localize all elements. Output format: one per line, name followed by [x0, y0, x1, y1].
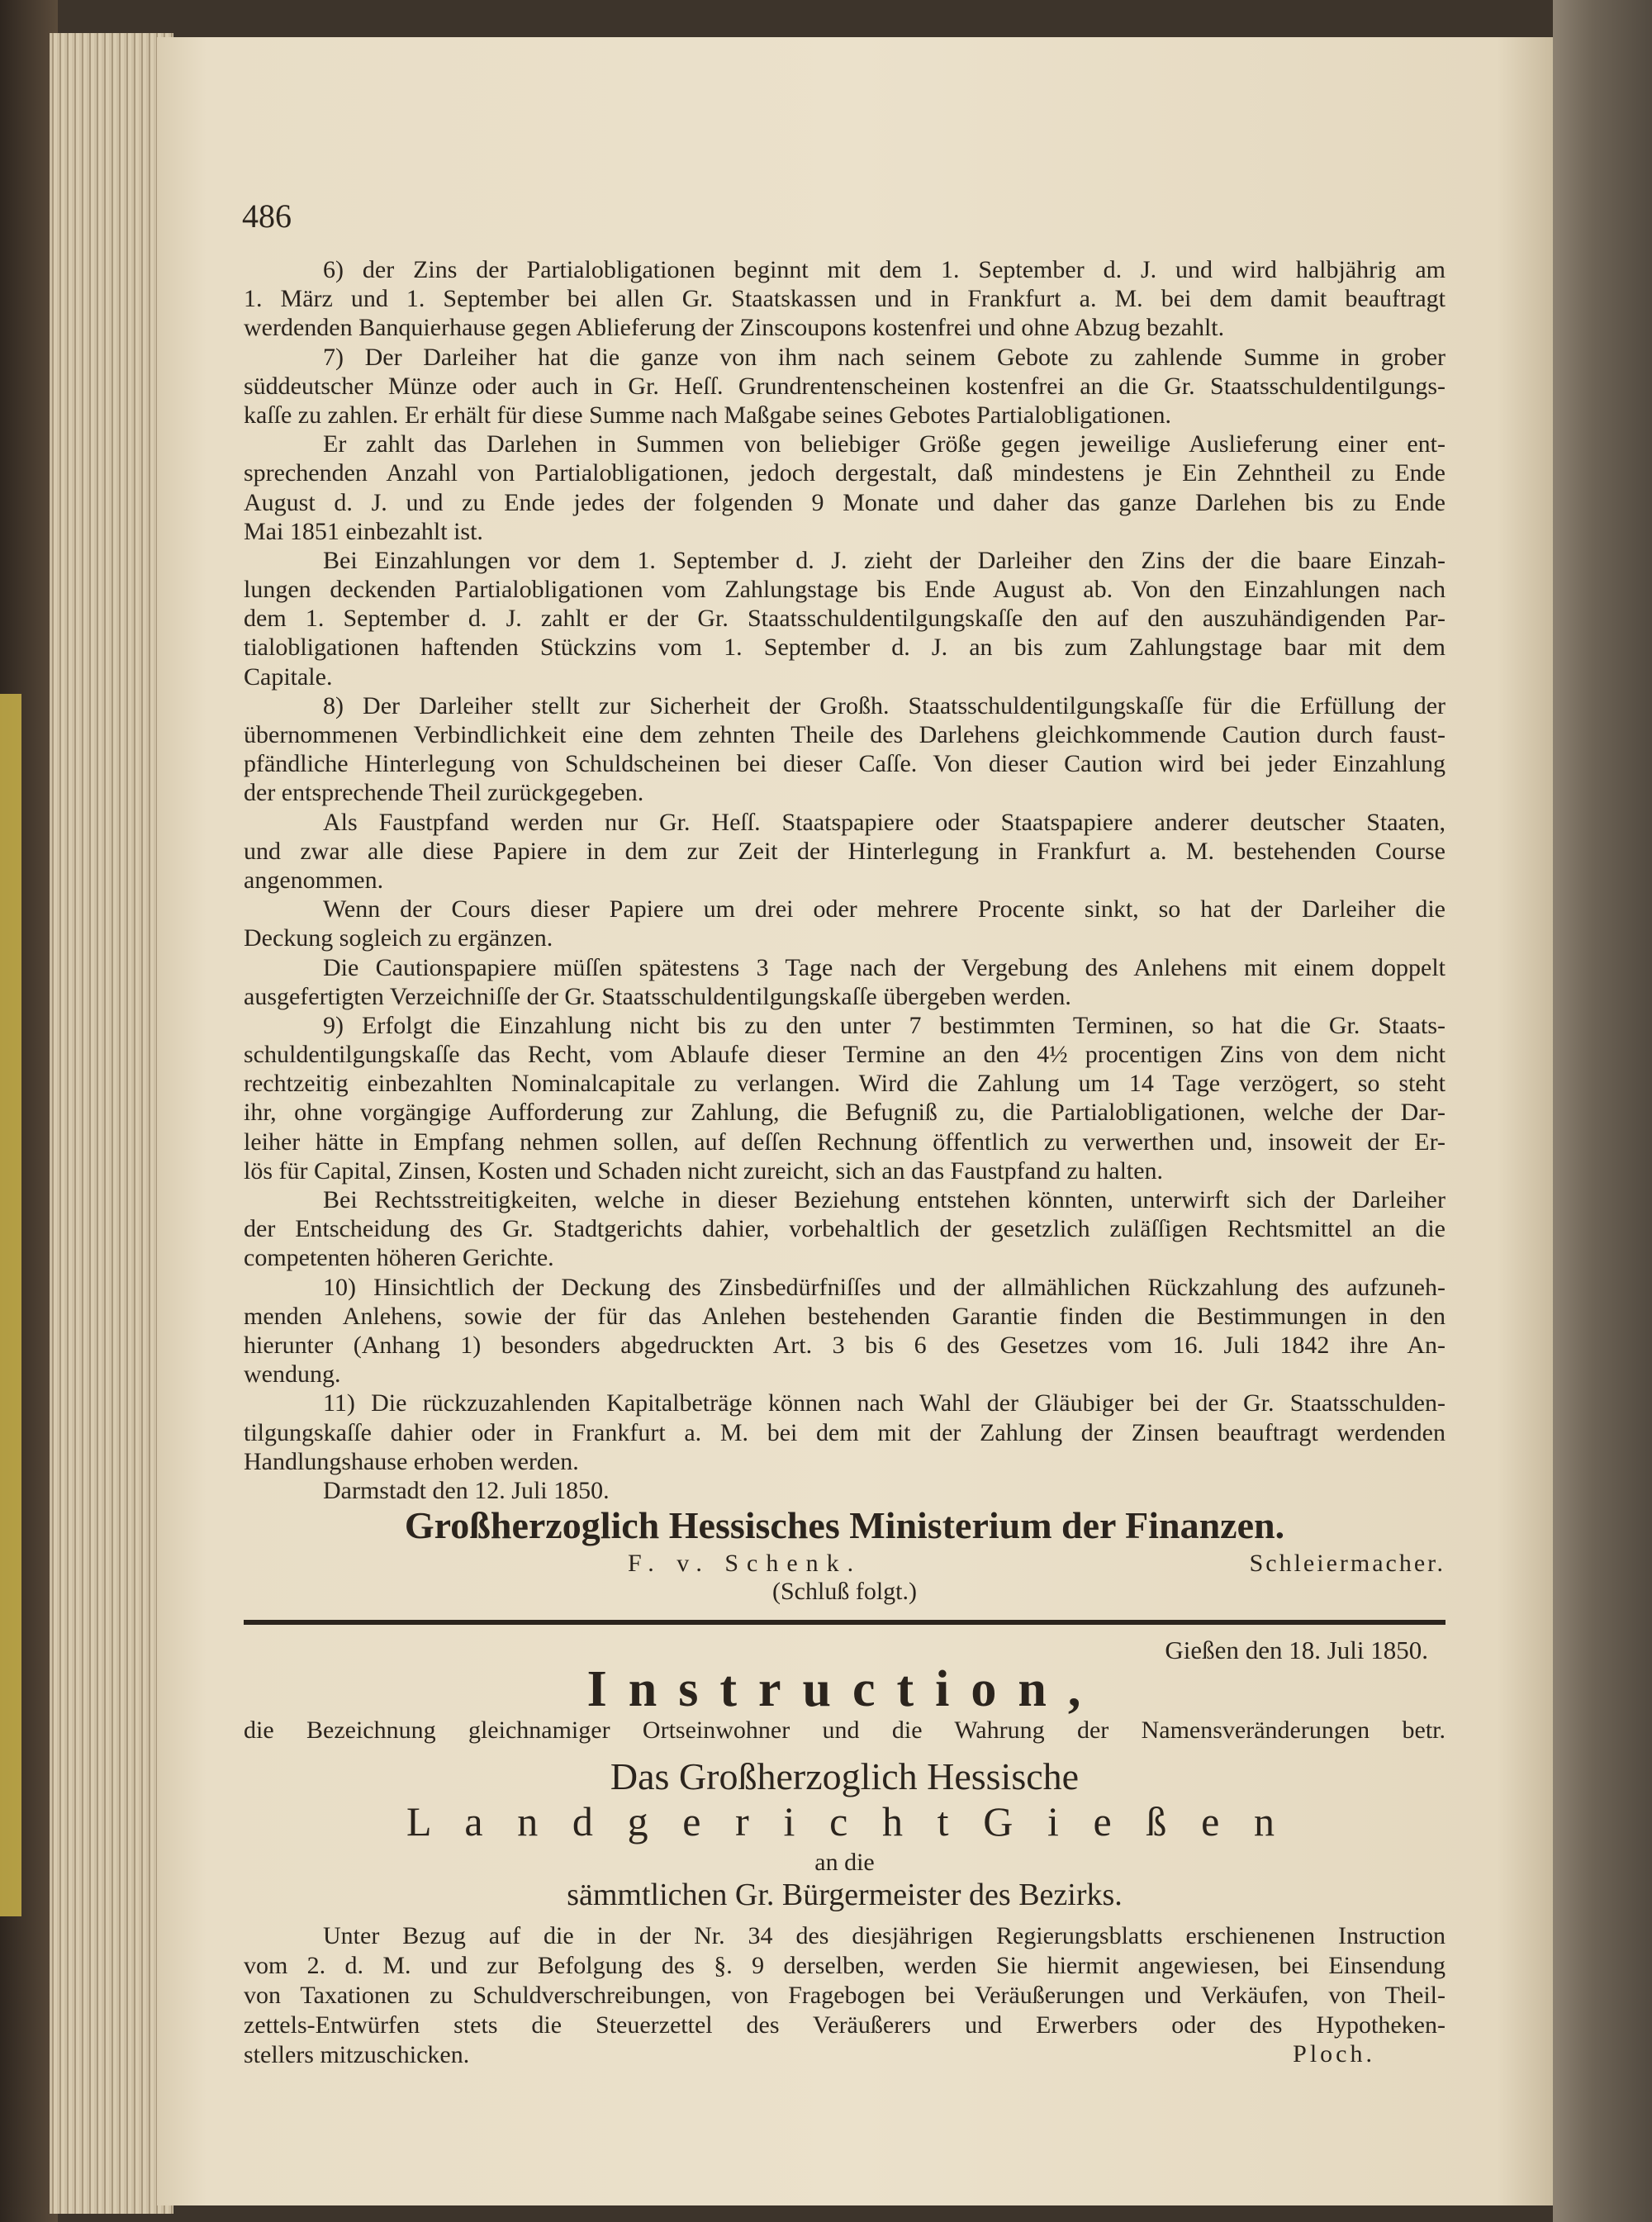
signature-ploch: Ploch.: [1293, 2040, 1375, 2068]
page-number: 486: [242, 197, 292, 235]
text-line: Unter Bezug auf die in der Nr. 34 des diesjährigen Regierungsblatts erschienenen Instruction: [323, 1922, 1446, 1949]
to-be-continued-note: (Schluß folgt.): [772, 1578, 917, 1605]
page-stack-edges: [50, 33, 173, 2214]
text-line: süddeutscher Münze oder auch in Gr. Heſſ. Grundrentenscheinen kostenfrei an die Gr. Staatsschuldentilgungs-: [244, 372, 1446, 400]
yellow-bookmark-strip: [0, 694, 21, 1916]
text-line: Bei Einzahlungen vor dem 1. September d. J. zieht der Darleiher den Zins der die baare Einzah-: [323, 546, 1446, 574]
text-line: schuldentilgungskaſſe das Recht, vom Ablaufe dieser Termine an den 4½ procentigen Zins von dem nicht: [244, 1041, 1446, 1069]
text-line: der entsprechende Theil zurückgegeben.: [244, 779, 644, 807]
text-line: 8) Der Darleiher stellt zur Sicherheit der Großh. Staatsschuldentilgungskaſſe für die Erfüllung der: [323, 691, 1446, 719]
text-line: competenten höheren Gerichte.: [244, 1244, 554, 1272]
text-line: werdenden Banquierhause gegen Ablieferung der Zinscoupons kostenfrei und ohne Abzug bezahlt.: [244, 314, 1225, 342]
text-line: lös für Capital, Zinsen, Kosten und Schaden nicht zureicht, sich an das Faustpfand zu halten.: [244, 1156, 1164, 1185]
text-line: lungen deckenden Partialobligationen vom Zahlungstage bis Ende August ab. Von den Einzahlungen nach: [244, 576, 1446, 604]
text-line: stellers mitzuschicken.: [244, 2041, 470, 2068]
text-line: menden Anlehens, sowie der für das Anlehen bestehenden Garantie finden die Bestimmungen in den: [244, 1302, 1446, 1330]
text-line: Er zahlt das Darlehen in Summen von beliebiger Größe gegen jeweilige Auslieferung einer ent-: [323, 430, 1446, 458]
text-line: 9) Erfolgt die Einzahlung nicht bis zu den unter 7 bestimmten Terminen, so hat die Gr. Staats-: [323, 1011, 1446, 1039]
ministry-heading: Großherzoglich Hessisches Ministerium der Finanzen.: [404, 1504, 1285, 1546]
text-line: der Entscheidung des Gr. Stadtgerichts dahier, vorbehaltlich der gesetzlich zuläſſigen Rechtsmittel an die: [244, 1215, 1446, 1243]
text-line: Darmstadt den 12. Juli 1850.: [323, 1476, 610, 1504]
text-line: August d. J. und zu Ende jedes der folgenden 9 Monate und daher das ganze Darlehen bis zu Ende: [244, 488, 1446, 516]
text-line: tilgungskaſſe dahier oder in Frankfurt a. M. bei dem mit der Zahlung der Zinsen beauftragt werdenden: [244, 1418, 1446, 1446]
text-line: tialobligationen haftenden Stückzins vom 1. September d. J. an bis zum Zahlungstage baar mit dem: [244, 634, 1446, 662]
text-line: 7) Der Darleiher hat die ganze von ihm nach seinem Gebote zu zahlende Summe in grober: [323, 343, 1446, 371]
text-line: Als Faustpfand werden nur Gr. Heſſ. Staatspapiere oder Staatspapiere anderer deutscher Staaten,: [323, 808, 1446, 836]
ordinance-text: [244, 255, 1446, 1505]
text-line: wendung.: [244, 1360, 341, 1389]
text-line: 1. März und 1. September bei allen Gr. Staatskassen und in Frankfurt a. M. bei dem damit beauftragt: [244, 285, 1446, 313]
text-line: Capitale.: [244, 662, 333, 691]
text-line: von Taxationen zu Schuldverschreibungen, von Fragebogen bei Veräußerungen und Verkäufen, von Theil-: [244, 1982, 1446, 2009]
signature-schleiermacher: Schleiermacher.: [1249, 1550, 1446, 1577]
text-line: sprechenden Anzahl von Partialobligationen, jedoch dergestalt, daß mindestens je Ein Zehntheil zu Ende: [244, 459, 1446, 487]
instruction-subtitle: die Bezeichnung gleichnamiger Ortseinwohner und die Wahrung der Namensveränderungen betr.: [244, 1716, 1446, 1744]
text-line: dem 1. September d. J. zahlt er der Gr. Staatsschuldentilgungskaſſe den auf den auszuhändigenden Par-: [244, 605, 1446, 633]
text-line: 6) der Zins der Partialobligationen beginnt mit dem 1. September d. J. und wird halbjährig am: [323, 256, 1446, 283]
text-line: vom 2. d. M. und zur Befolgung des §. 9 derselben, werden Sie hiermit angewiesen, bei Einsendung: [244, 1952, 1446, 1979]
text-line: angenommen.: [244, 866, 384, 894]
instruction-dateline: Gießen den 18. Juli 1850.: [1165, 1636, 1428, 1664]
text-line: Wenn der Cours dieser Papiere um drei oder mehrere Procente sinkt, so hat der Darleiher die: [323, 895, 1446, 923]
issuer-line-2: [406, 1797, 1275, 1845]
text-line: 10) Hinsichtlich der Deckung des Zinsbedürfniſſes und der allmählichen Rückzahlung des aufzuneh-: [323, 1273, 1446, 1301]
text-line: rechtzeitig einbezahlten Nominalcapitale zu verlangen. Wird die Zahlung um 14 Tage verzögert, so steht: [244, 1070, 1446, 1098]
text-line: Die Cautionspapiere müſſen spätestens 3 Tage nach der Vergebung des Anlehens mit einem doppelt: [323, 953, 1446, 981]
issuer-line-2-text: L a n d g e r i c h t G i e ß e n: [406, 1798, 1275, 1845]
addressee: sämmtlichen Gr. Bürgermeister des Bezirks.: [567, 1878, 1123, 1912]
text-line: ausgefertigten Verzeichniſſe der Gr. Staatsschuldentilgungskaſſe übergeben werden.: [244, 982, 1071, 1010]
instruction-text: [244, 1921, 1446, 2070]
text-line: Deckung sogleich zu ergänzen.: [244, 924, 553, 952]
text-line: kaſſe zu zahlen. Er erhält für diese Summe nach Maßgabe seines Gebotes Partialobligationen.: [244, 401, 1171, 429]
text-line: ihr, ohne vorgängige Aufforderung zur Zahlung, die Befugniß zu, die Partialobligationen, welche der Dar-: [244, 1099, 1446, 1127]
issuer-line-1: Das Großherzoglich Hessische: [610, 1755, 1080, 1797]
instruction-title: Instruction,: [586, 1661, 1103, 1717]
text-line: hierunter (Anhang 1) besonders abgedruckten Art. 3 bis 6 des Gesetzes vom 16. Juli 1842 ihre An-: [244, 1331, 1446, 1359]
text-line: und zwar alle diese Papiere in dem zur Zeit der Hinterlegung in Frankfurt a. M. bestehenden Course: [244, 837, 1446, 865]
text-line: Handlungshause erhoben werden.: [244, 1447, 579, 1475]
text-line: zettels-Entwürfen stets die Steuerzettel des Veräußerers und Erwerbers oder des Hypotheken-: [244, 2011, 1446, 2039]
text-line: pfändliche Hinterlegung von Schuldscheinen bei dieser Caſſe. Von dieser Caution wird bei jeder Einzahlung: [244, 750, 1446, 778]
section-divider: [244, 1620, 1446, 1625]
text-line: übernommenen Verbindlichkeit eine dem zehnten Theile des Darlehens gleichkommende Caution durch faust-: [244, 721, 1446, 748]
text-line: leiher hätte in Empfang nehmen sollen, auf deſſen Rechnung öffentlich zu verwerthen und, insoweit der Er-: [244, 1128, 1446, 1156]
next-page-edge: [1553, 0, 1652, 2222]
text-line: Bei Rechtsstreitigkeiten, welche in dieser Beziehung entstehen könnten, unterwirft sich der Darleiher: [323, 1186, 1446, 1213]
text-line: Mai 1851 einbezahlt ist.: [244, 517, 483, 545]
addressee-intro: an die: [814, 1849, 875, 1876]
signature-schenk: F. v. Schenk.: [628, 1550, 862, 1577]
text-line: 11) Die rückzuzahlenden Kapitalbeträge können nach Wahl der Gläubiger bei der Gr. Staatsschulden-: [323, 1389, 1446, 1417]
